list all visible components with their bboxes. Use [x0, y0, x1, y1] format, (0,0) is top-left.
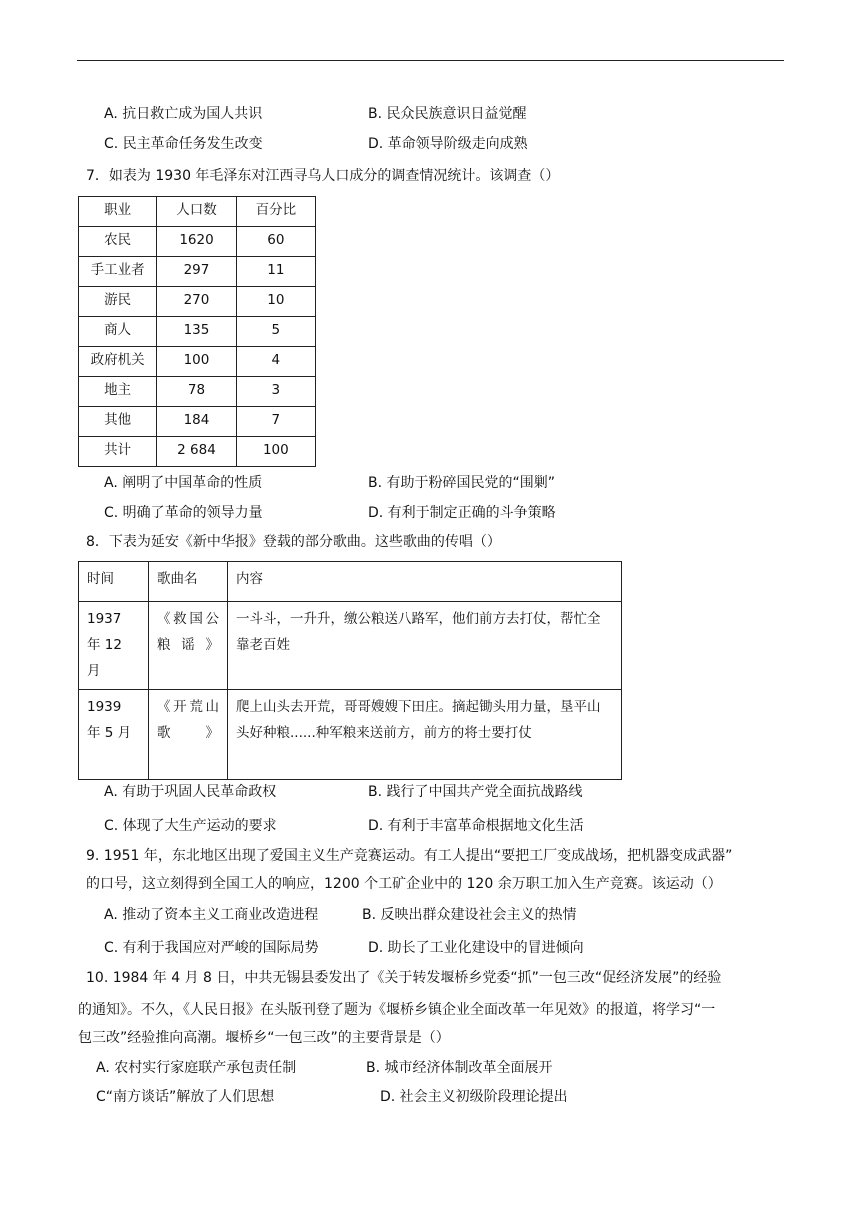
table-row	[79, 287, 316, 317]
table-cell-text: 1939 年 5 月	[87, 699, 132, 741]
table-header-cell: 时间	[79, 562, 149, 602]
table-row	[79, 347, 316, 377]
table-cell: 135	[157, 317, 236, 347]
table-cell: 7	[236, 407, 315, 437]
table-cell: 100	[157, 347, 236, 377]
q10-option-d[interactable]: D. 社会主义初级阶段理论提出	[380, 1089, 568, 1105]
table-cell: 78	[157, 377, 236, 407]
table-cell	[227, 690, 621, 780]
q8-option-d[interactable]: D. 有利于丰富革命根据地文化生活	[368, 818, 584, 834]
header-rule	[77, 60, 784, 61]
table-row	[79, 227, 316, 257]
q7-option-a[interactable]: A. 阐明了中国革命的性质	[104, 475, 263, 491]
q8-option-a[interactable]: A. 有助于巩固人民革命政权	[104, 784, 277, 800]
q10-option-b[interactable]: B. 城市经济体制改革全面展开	[366, 1060, 553, 1076]
table-header-row	[79, 197, 316, 227]
table-cell: 商人	[79, 317, 157, 347]
table-cell	[148, 690, 227, 780]
q7-stem: 7．如表为 1930 年毛泽东对江西寻乌人口成分的调查情况统计。该调查（）	[86, 168, 560, 184]
table-cell	[79, 602, 149, 690]
q9-stem-line-2: 的口号，这立刻得到全国工人的响应，1200 个工矿企业中的 120 余万职工加入生产竞赛。该运动（）	[86, 876, 722, 892]
table-row	[79, 377, 316, 407]
q7-option-b[interactable]: B. 有助于粉碎国民党的“围剿”	[368, 475, 556, 491]
table-cell: 297	[157, 257, 236, 287]
q6-option-b[interactable]: B. 民众民族意识日益觉醒	[368, 106, 527, 122]
table-cell: 政府机关	[79, 347, 157, 377]
table-cell: 3	[236, 377, 315, 407]
table-cell: 4	[236, 347, 315, 377]
table-cell: 270	[157, 287, 236, 317]
table-header-cell: 人口数	[157, 197, 236, 227]
q10-option-c[interactable]: C“南方谈话”解放了人们思想	[96, 1089, 275, 1105]
table-cell: 农民	[79, 227, 157, 257]
q9-option-b[interactable]: B. 反映出群众建设社会主义的热情	[362, 907, 577, 923]
table-cell: 地主	[79, 377, 157, 407]
table-cell-text: 1937 年 12 月	[87, 611, 122, 679]
q8-stem: 8．下表为延安《新中华报》登载的部分歌曲。这些歌曲的传唱（）	[86, 534, 501, 550]
q7-option-c[interactable]: C. 明确了革命的领导力量	[104, 505, 263, 521]
table-row	[79, 257, 316, 287]
table-cell: 其他	[79, 407, 157, 437]
q8-option-c[interactable]: C. 体现了大生产运动的要求	[104, 818, 277, 834]
table-cell-text: 一斗斗，一升升，缴公粮送八路军，他们前方去打仗，帮忙全靠老百姓	[235, 611, 601, 653]
q10-stem-line-2: 的通知》。不久，《人民日报》在头版刊登了题为《堰桥乡镇企业全面改革一年见效》的报道，将学习“一	[78, 1002, 716, 1018]
table-header-cell: 职业	[79, 197, 157, 227]
table-cell	[148, 602, 227, 690]
q10-stem-line-1: 10. 1984 年 4 月 8 日，中共无锡县委发出了《关于转发堰桥乡党委“抓”一包三改“促经济发展”的经验	[86, 970, 722, 986]
table-header-cell: 百分比	[236, 197, 315, 227]
table-cell: 100	[236, 437, 315, 467]
q7-option-d[interactable]: D. 有利于制定正确的斗争策略	[368, 505, 556, 521]
q6-option-a[interactable]: A. 抗日救亡成为国人共识	[104, 106, 263, 122]
q8-table	[78, 561, 622, 780]
table-cell: 10	[236, 287, 315, 317]
table-cell: 2 684	[157, 437, 236, 467]
table-row	[79, 407, 316, 437]
table-header-cell: 内容	[227, 562, 621, 602]
table-cell: 共计	[79, 437, 157, 467]
q8-option-b[interactable]: B. 践行了中国共产党全面抗战路线	[368, 784, 583, 800]
table-cell: 11	[236, 257, 315, 287]
table-cell-text: 《开荒山歌》	[156, 699, 219, 741]
table-cell: 1620	[157, 227, 236, 257]
table-header-row	[79, 562, 622, 602]
table-cell: 游民	[79, 287, 157, 317]
q6-option-d[interactable]: D. 革命领导阶级走向成熟	[368, 136, 528, 152]
table-cell: 184	[157, 407, 236, 437]
table-row	[79, 317, 316, 347]
q10-stem-line-3: 包三改”经验推向高潮。堰桥乡“一包三改”的主要背景是（）	[78, 1030, 450, 1046]
table-row	[79, 437, 316, 467]
table-cell: 60	[236, 227, 315, 257]
table-cell: 5	[236, 317, 315, 347]
table-row	[79, 690, 622, 780]
q6-option-c[interactable]: C. 民主革命任务发生改变	[104, 136, 263, 152]
table-header-cell: 歌曲名	[148, 562, 227, 602]
table-cell: 手工业者	[79, 257, 157, 287]
table-cell-text: 爬上山头去开荒，哥哥嫂嫂下田庄。摘起锄头用力量，垦平山头好种粮......种军粮来送前方，前方的将士要打仗	[235, 699, 601, 741]
table-row	[79, 602, 622, 690]
q9-option-a[interactable]: A. 推动了资本主义工商业改造进程	[104, 907, 319, 923]
q9-option-d[interactable]: D. 助长了工业化建设中的冒进倾向	[368, 940, 584, 956]
q7-table	[78, 196, 316, 467]
q10-option-a[interactable]: A. 农村实行家庭联产承包责任制	[96, 1060, 297, 1076]
table-cell-text: 《救国公粮谣》	[156, 611, 219, 653]
table-cell	[227, 602, 621, 690]
q9-option-c[interactable]: C. 有利于我国应对严峻的国际局势	[104, 940, 319, 956]
table-cell	[79, 690, 149, 780]
q9-stem-line-1: 9. 1951 年，东北地区出现了爱国主义生产竞赛运动。有工人提出“要把工厂变成战场，把机器变成武器”	[86, 848, 733, 864]
